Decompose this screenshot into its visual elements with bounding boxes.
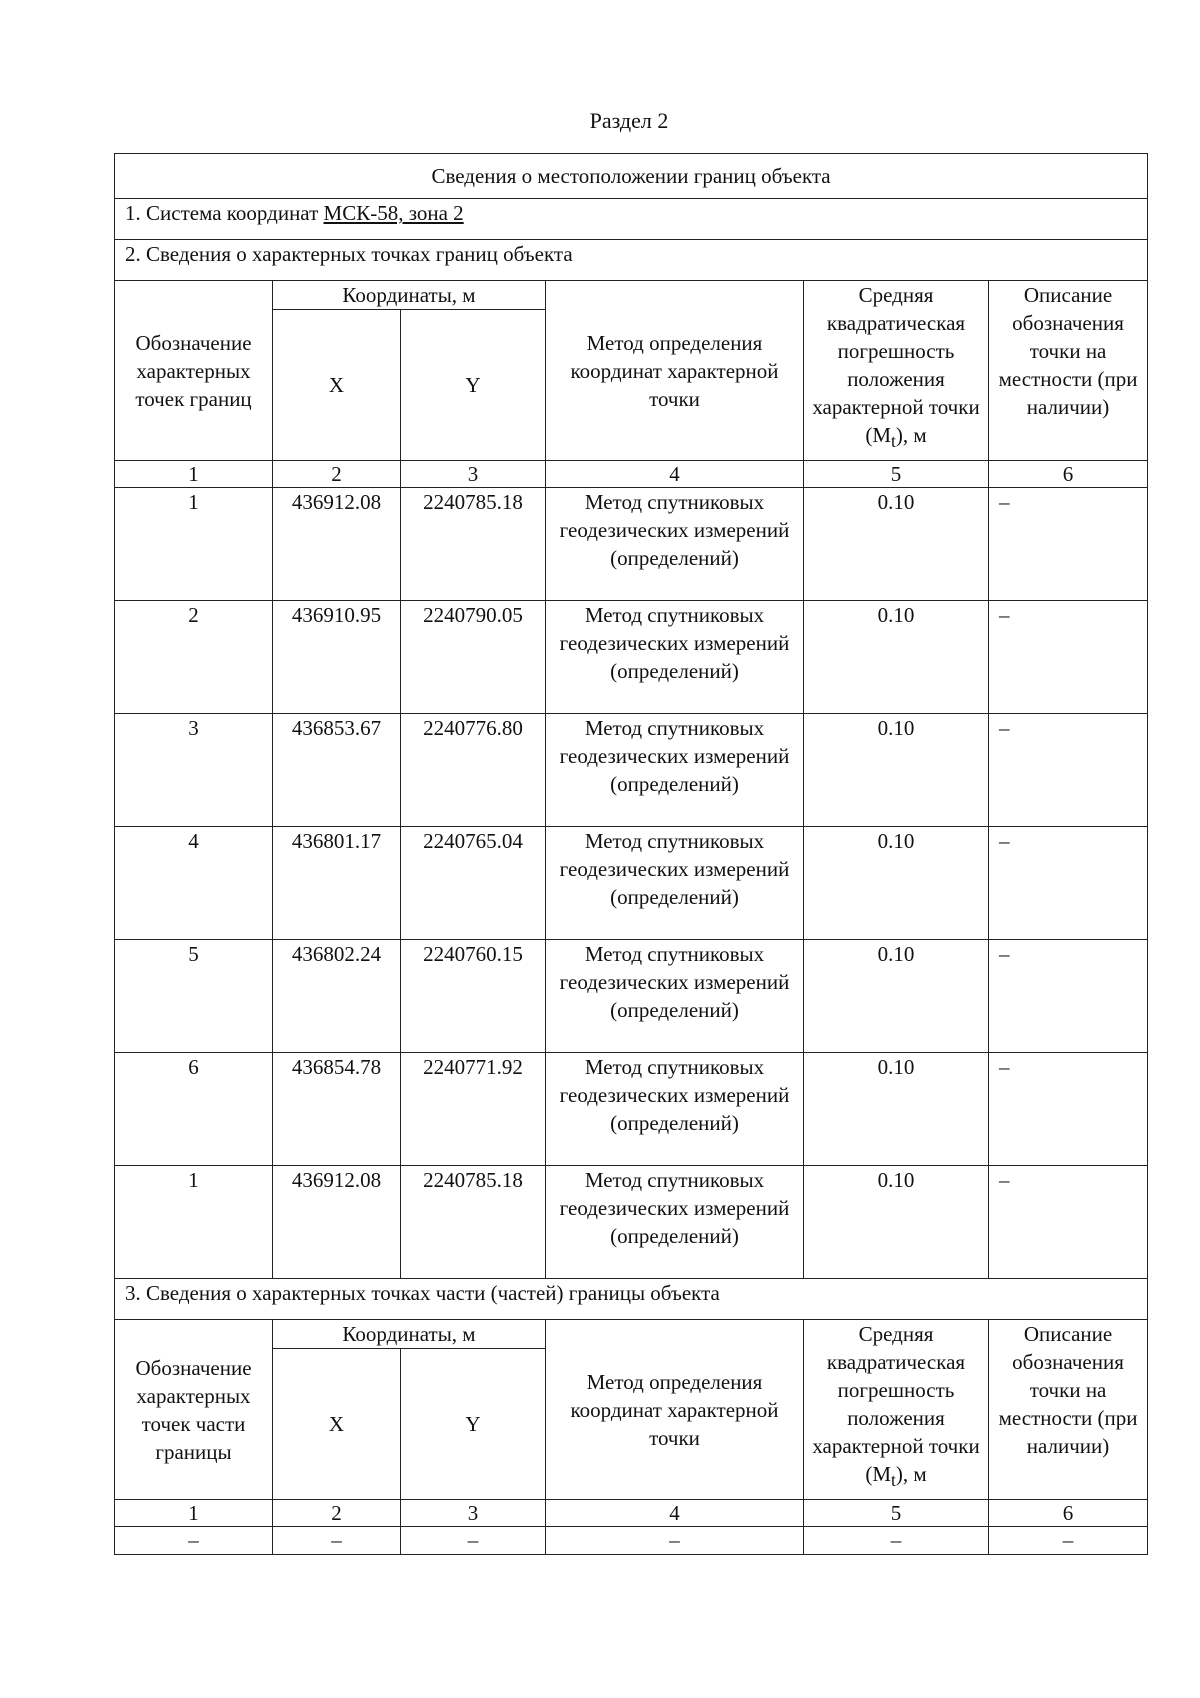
coord-y: 2240771.92	[401, 1053, 546, 1166]
col-number: 5	[804, 461, 989, 488]
error: 0.10	[804, 1166, 989, 1279]
header-error-unit: ), м	[895, 1462, 927, 1486]
header-y: Y	[401, 310, 546, 461]
empty-cell: –	[546, 1527, 804, 1555]
col-number: 2	[273, 1500, 401, 1527]
header-error-text: Средняя квадратическая погрешность положения характерной точки (M	[812, 283, 980, 447]
method: Метод спутниковых геодезических измерений (определений)	[546, 601, 804, 714]
table-row	[115, 1053, 1148, 1166]
empty-cell: –	[115, 1527, 273, 1555]
col-number: 1	[115, 461, 273, 488]
header-error-sub: t	[891, 1470, 896, 1491]
method: Метод спутниковых геодезических измерений (определений)	[546, 1166, 804, 1279]
method: Метод спутниковых геодезических измерений (определений)	[546, 488, 804, 601]
point-id: 1	[115, 488, 273, 601]
header-error	[804, 1320, 989, 1500]
table-row	[115, 827, 1148, 940]
col-number: 3	[401, 1500, 546, 1527]
empty-cell: –	[401, 1527, 546, 1555]
coord-y: 2240765.04	[401, 827, 546, 940]
coord-system-row	[115, 199, 1148, 240]
col-number: 4	[546, 1500, 804, 1527]
header-description: Описание обозначения точки на местности (при наличии)	[989, 281, 1148, 461]
coord-x: 436802.24	[273, 940, 401, 1053]
header-description: Описание обозначения точки на местности (при наличии)	[989, 1320, 1148, 1500]
table-row	[115, 488, 1148, 601]
coord-system-value: МСК-58, зона 2	[323, 201, 464, 225]
empty-cell: –	[989, 1527, 1148, 1555]
header-method: Метод определения координат характерной точки	[546, 1320, 804, 1500]
col-number: 6	[989, 461, 1148, 488]
header-error	[804, 281, 989, 461]
coord-y: 2240785.18	[401, 488, 546, 601]
coord-x: 436853.67	[273, 714, 401, 827]
table-row	[115, 601, 1148, 714]
coord-y: 2240785.18	[401, 1166, 546, 1279]
point-id: 2	[115, 601, 273, 714]
section-title: Раздел 2	[589, 108, 669, 133]
error: 0.10	[804, 714, 989, 827]
empty-cell: –	[273, 1527, 401, 1555]
coord-y: 2240776.80	[401, 714, 546, 827]
table-row	[115, 1527, 1148, 1555]
method: Метод спутниковых геодезических измерений (определений)	[546, 940, 804, 1053]
header-error-sub: t	[891, 431, 896, 452]
description: –	[989, 714, 1148, 827]
boundary-table	[114, 153, 1148, 1555]
header-coords: Координаты, м	[273, 281, 546, 310]
point-id: 6	[115, 1053, 273, 1166]
point-id: 5	[115, 940, 273, 1053]
table-row	[115, 940, 1148, 1053]
point-id: 3	[115, 714, 273, 827]
col-number: 5	[804, 1500, 989, 1527]
header-designation: Обозначение характерных точек части границы	[115, 1320, 273, 1500]
method: Метод спутниковых геодезических измерений (определений)	[546, 1053, 804, 1166]
section3-title: 3. Сведения о характерных точках части (частей) границы объекта	[115, 1279, 1148, 1320]
error: 0.10	[804, 1053, 989, 1166]
method: Метод спутниковых геодезических измерений (определений)	[546, 827, 804, 940]
header-x: X	[273, 310, 401, 461]
coord-y: 2240760.15	[401, 940, 546, 1053]
col-number: 3	[401, 461, 546, 488]
table-row	[115, 714, 1148, 827]
table-row	[115, 1166, 1148, 1279]
method: Метод спутниковых геодезических измерений (определений)	[546, 714, 804, 827]
description: –	[989, 488, 1148, 601]
col-number: 6	[989, 1500, 1148, 1527]
description: –	[989, 1053, 1148, 1166]
coord-x: 436910.95	[273, 601, 401, 714]
coord-x: 436801.17	[273, 827, 401, 940]
header-error-unit: ), м	[895, 423, 927, 447]
coord-y: 2240790.05	[401, 601, 546, 714]
col-number: 4	[546, 461, 804, 488]
table-title: Сведения о местоположении границ объекта	[115, 154, 1148, 199]
description: –	[989, 1166, 1148, 1279]
error: 0.10	[804, 827, 989, 940]
header-designation: Обозначение характерных точек границ	[115, 281, 273, 461]
coord-x: 436912.08	[273, 488, 401, 601]
section2-title: 2. Сведения о характерных точках границ объекта	[115, 240, 1148, 281]
header-x: X	[273, 1349, 401, 1500]
coord-x: 436854.78	[273, 1053, 401, 1166]
header-y: Y	[401, 1349, 546, 1500]
empty-cell: –	[804, 1527, 989, 1555]
header-error-text: Средняя квадратическая погрешность положения характерной точки (M	[812, 1322, 980, 1486]
description: –	[989, 827, 1148, 940]
error: 0.10	[804, 601, 989, 714]
description: –	[989, 601, 1148, 714]
coord-x: 436912.08	[273, 1166, 401, 1279]
description: –	[989, 940, 1148, 1053]
col-number: 1	[115, 1500, 273, 1527]
point-id: 4	[115, 827, 273, 940]
header-coords: Координаты, м	[273, 1320, 546, 1349]
coord-system-label: 1. Система координат	[125, 201, 324, 225]
header-method: Метод определения координат характерной точки	[546, 281, 804, 461]
error: 0.10	[804, 488, 989, 601]
point-id: 1	[115, 1166, 273, 1279]
error: 0.10	[804, 940, 989, 1053]
col-number: 2	[273, 461, 401, 488]
